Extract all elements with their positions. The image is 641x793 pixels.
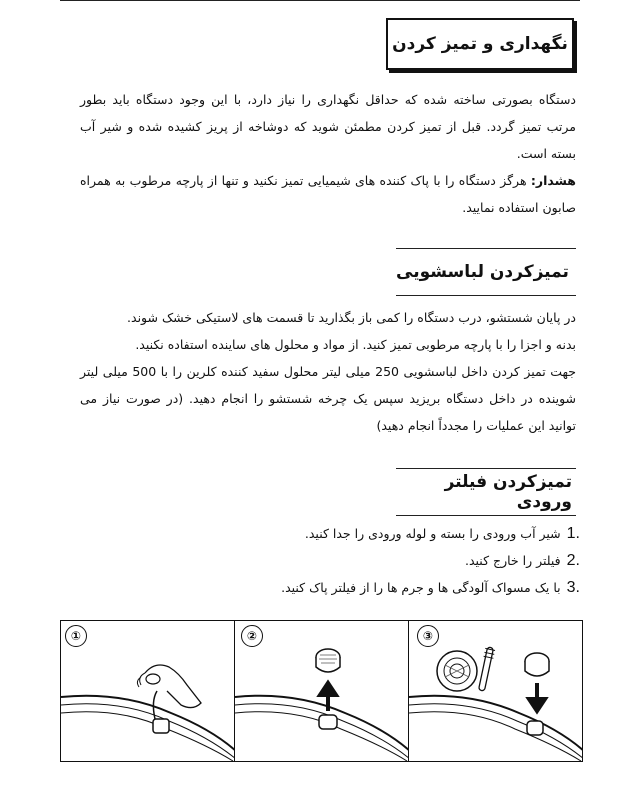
figure-label: ① bbox=[65, 625, 87, 647]
step-number: 2. bbox=[566, 552, 580, 569]
warning-text: هرگز دستگاه را با پاک کننده های شیمیایی تمیز نکنید و تنها از پارچه مرطوب به همراه صابون استفاده نمایید. bbox=[80, 173, 576, 215]
filter-illustrations bbox=[60, 620, 583, 762]
step-text: با یک مسواک آلودگی ها و جرم ها را از فیلتر پاک کنید. bbox=[281, 580, 561, 595]
step-number: 1. bbox=[566, 525, 580, 542]
filter-removal-drawing bbox=[235, 621, 408, 761]
section-title-maintenance: نگهداری و تمیز کردن bbox=[386, 18, 574, 70]
step-text: فیلتر را خارج کنید. bbox=[465, 553, 561, 568]
section-title-filter-cleaning: تمیزکردن فیلتر ورودی bbox=[396, 468, 576, 516]
warning-line bbox=[80, 167, 576, 221]
top-rule bbox=[60, 0, 580, 1]
section-title-washer-cleaning: تمیزکردن لباسشویی bbox=[396, 248, 576, 296]
list-item bbox=[80, 520, 580, 547]
step-number: 3. bbox=[566, 579, 580, 596]
step-text: شیر آب ورودی را بسته و لوله ورودی را جدا کنید. bbox=[304, 526, 561, 541]
list-item bbox=[80, 547, 580, 574]
figure-label: ③ bbox=[417, 625, 439, 647]
maintenance-paragraph bbox=[80, 86, 576, 221]
warning-label: هشدار: bbox=[530, 173, 576, 188]
maintenance-body: دستگاه بصورتی ساخته شده که حداقل نگهداری را نیاز دارد، با این وجود دستگاه باید بطور مرتب تمیز گردد. قبل از تمیز کردن مطمئن شوید که دوشاخه از پریز کشیده شده و شیر آب بسته است. bbox=[80, 92, 576, 161]
filter-steps-list bbox=[80, 520, 580, 601]
illustration-step-1 bbox=[61, 621, 235, 761]
washer-cleaning-paragraph bbox=[80, 304, 576, 439]
washer-line-3: جهت تمیز کردن داخل لباسشویی 250 میلی لیتر محلول سفید کننده کلرین را با 500 میلی لیتر شوینده در داخل دستگاه بریزید سپس یک چرخه شستشو را انجام دهید. (در صورت نیاز می توانید این عملیات را مجدداً انجام دهید) bbox=[80, 364, 576, 433]
filter-brush-cleaning-drawing bbox=[409, 621, 582, 761]
illustration-step-3 bbox=[409, 621, 582, 761]
hand-removing-hose-drawing bbox=[61, 621, 234, 761]
list-item bbox=[80, 574, 580, 601]
washer-line-1: در پایان شستشو، درب دستگاه را کمی باز بگذارید تا قسمت های لاستیکی خشک شوند. bbox=[127, 310, 576, 325]
washer-line-2: بدنه و اجزا را با پارچه مرطوبی تمیز کنید. از مواد و محلول های ساینده استفاده نکنید. bbox=[135, 337, 576, 352]
illustration-step-2 bbox=[235, 621, 409, 761]
figure-label: ② bbox=[241, 625, 263, 647]
